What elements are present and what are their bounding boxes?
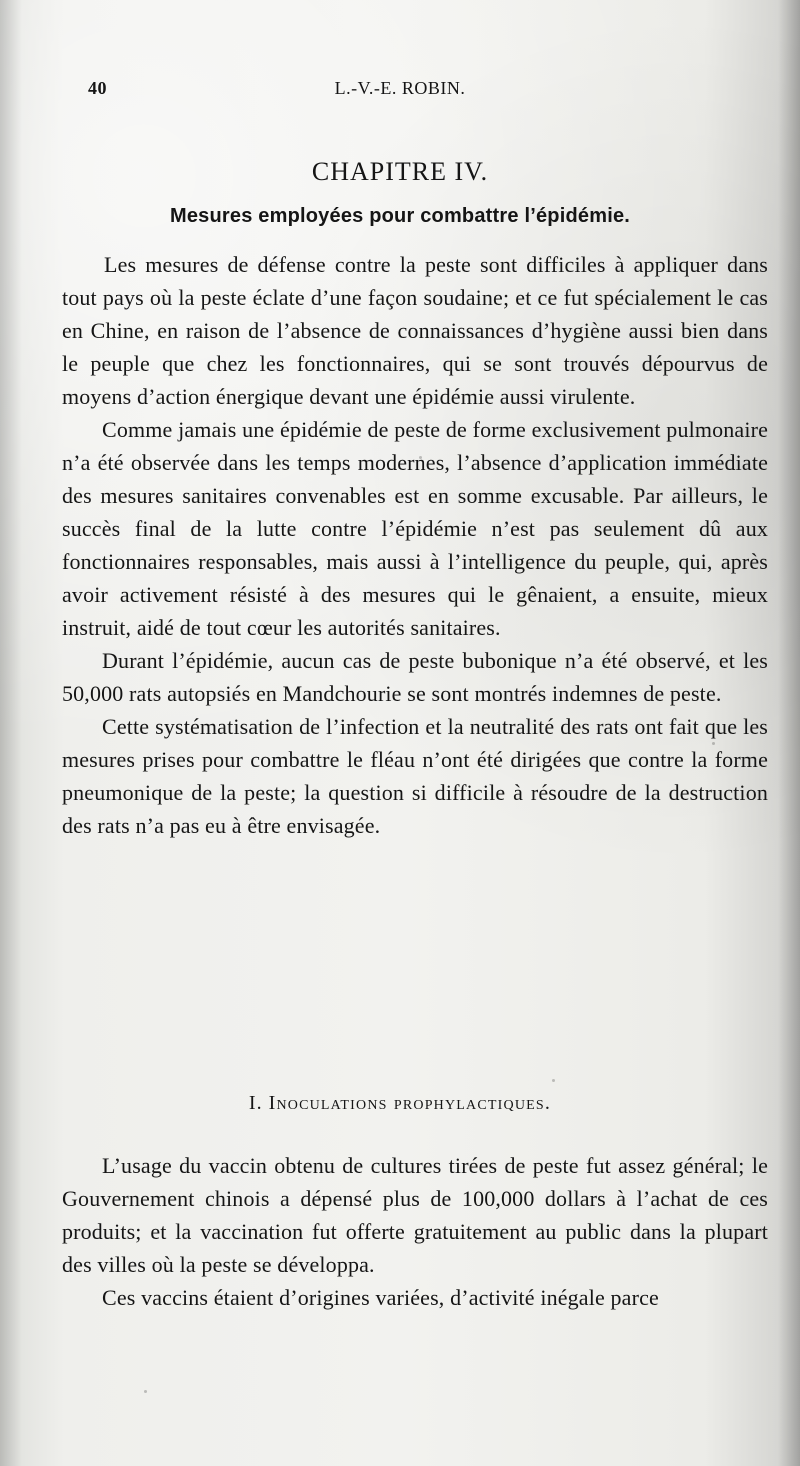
paper-speck bbox=[144, 1390, 147, 1393]
paragraph: Durant l’épidémie, aucun cas de peste bubonique n’a été observé, et les 50,000 rats autopsiés en Mandchourie se sont montrés indemnes de peste. bbox=[62, 648, 768, 706]
chapter-title: CHAPITRE IV. bbox=[311, 157, 489, 186]
section-title: Inoculations prophylactiques. bbox=[268, 1092, 552, 1114]
bottom-body-text bbox=[62, 1149, 768, 1314]
section-heading bbox=[0, 1092, 800, 1115]
paragraph: Ces vaccins étaient d’origines variées, d’activité inégale parce bbox=[102, 1285, 659, 1310]
paragraph: Cette systématisation de l’infection et la neutralité des rats ont fait que les mesures prises pour combattre le fléau n’ont été dirigées que contre la forme pneumonique de la peste; la question si difficile à résoudre de la destruction des rats n’a pas eu à être envisagée. bbox=[62, 714, 768, 838]
paper-speck bbox=[552, 1079, 555, 1082]
top-body-text bbox=[62, 248, 768, 842]
running-head bbox=[0, 78, 800, 106]
paragraph: L’usage du vaccin obtenu de cultures tirées de peste fut assez général; le Gouvernement chinois a dépensé plus de 100,000 dollars à l’achat de ces produits; et la vaccination fut offerte gratuitement au public dans la plupart des villes où la peste se développa. bbox=[62, 1153, 768, 1277]
page-number: 40 bbox=[88, 78, 107, 98]
section-number: I. bbox=[248, 1092, 263, 1114]
paper-speck bbox=[419, 456, 422, 459]
paper-speck bbox=[712, 742, 715, 745]
paragraph: Les mesures de défense contre la peste sont difficiles à appliquer dans tout pays où la peste éclate d’une façon soudaine; et ce fut spécialement le cas en Chine, en raison de l’absence de connaissances d’hygiène aussi bien dans le peuple que chez les fonctionnaires, qui se sont trouvés dépourvus de moyens d’action énergique devant une épidémie aussi virulente. bbox=[62, 252, 768, 409]
chapter-subtitle: Mesures employées pour combattre l’épidémie. bbox=[169, 205, 631, 227]
running-title: L.-V.-E. ROBIN. bbox=[334, 78, 466, 98]
paragraph: Comme jamais une épidémie de peste de forme exclusivement pulmonaire n’a été observée dans les temps modernes, l’absence d’application immédiate des mesures sanitaires convenables est en somme excusable. Par ailleurs, le succès final de la lutte contre l’épidémie n’est pas seulement dû aux fonctionnaires responsables, mais aussi à l’intelligence du peuple, qui, après avoir activement résisté à des mesures qui le gênaient, a ensuite, mieux instruit, aidé de tout cœur les autorités sanitaires. bbox=[62, 417, 768, 640]
